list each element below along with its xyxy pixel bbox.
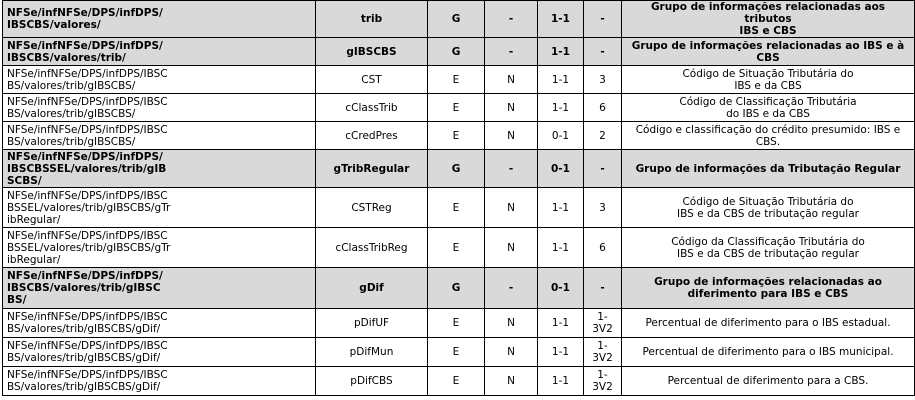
xpath-cell-line: IBSCBS/valores/trib/gIBSC [7,282,161,294]
xpath-cell-line: ibRegular/ [7,253,61,266]
element-type-cell: G [428,150,485,188]
xpath-cell-line: BS/ [7,294,27,306]
element-type-cell: E [428,188,485,228]
field-name-cell: trib [316,1,428,38]
xpath-cell [3,268,316,309]
element-type-cell: E [428,122,485,150]
field-name-cell: pDifCBS [316,367,428,396]
occurrence-cell: 1-1 [538,228,584,268]
xpath-cell [3,228,316,268]
description-cell-line: Grupo de informações da Tributação Regular [635,162,901,175]
xpath-cell-line: NFSe/infNFSe/DPS/infDPS/ [7,270,163,282]
field-name-cell: gIBSCBS [316,38,428,66]
description-cell [622,1,915,38]
element-type-cell: G [428,268,485,309]
occurrence-cell: 1-1 [538,1,584,38]
occurrence-cell: 1-1 [538,367,584,396]
parent-cell: N [485,367,538,396]
parent-cell: - [485,150,538,188]
xpath-cell-line: NFSe/infNFSe/DPS/infDPS/IBSC [7,340,168,352]
group-row [3,38,915,66]
xpath-cell-line: BS/valores/trib/gIBSCBS/ [7,135,136,148]
description-cell-line: do IBS e da CBS [726,107,810,120]
description-cell-line: IBS e CBS [739,25,797,37]
description-cell-line: diferimento para IBS e CBS [687,288,849,300]
parent-cell: N [485,66,538,94]
description-cell [622,268,915,309]
element-type-cell: E [428,228,485,268]
field-name-cell: pDifUF [316,309,428,338]
size-cell: - [584,1,622,38]
parent-cell: N [485,188,538,228]
xpath-cell-line: BS/valores/trib/gIBSCBS/gDif/ [7,381,161,393]
table-row [3,338,915,367]
xpath-cell-line: BS/valores/trib/gIBSCBS/gDif/ [7,323,161,335]
table-row [3,228,915,268]
field-name-cell: gTribRegular [316,150,428,188]
xpath-cell [3,1,316,38]
description-cell [622,150,915,188]
element-type-cell: E [428,338,485,367]
xpath-cell [3,94,316,122]
xpath-cell-line: NFSe/infNFSe/DPS/infDPS/IBSC [7,123,168,136]
element-type-cell: G [428,38,485,66]
description-cell-line: Grupo de informações relacionadas aos tributos [650,1,886,25]
description-cell [622,66,915,94]
size-cell-line: 1- [597,311,608,323]
parent-cell: - [485,1,538,38]
description-cell-line: CBS [756,51,780,64]
size-cell: 3 [584,66,622,94]
xpath-cell [3,367,316,396]
xpath-cell-line: NFSe/infNFSe/DPS/infDPS/ [7,39,163,52]
occurrence-cell: 0-1 [538,122,584,150]
parent-cell: - [485,38,538,66]
xpath-cell-line: SCBS/ [7,174,42,187]
size-cell: 3 [584,188,622,228]
description-cell [622,228,915,268]
xpath-cell-line: NFSe/infNFSe/DPS/infDPS/IBSC [7,95,168,108]
field-name-cell: pDifMun [316,338,428,367]
field-name-cell: CSTReg [316,188,428,228]
xpath-cell-line: NFSe/infNFSe/DPS/infDPS/ [7,7,163,19]
description-cell-line: IBS e da CBS de tributação regular [677,207,859,220]
element-type-cell: E [428,66,485,94]
description-cell-line: Percentual de diferimento para a CBS. [667,375,869,387]
xpath-cell-line: BSSEL/valores/trib/gIBSCBS/gTr [7,241,171,254]
xpath-cell-line: NFSe/infNFSe/DPS/infDPS/IBSC [7,229,168,242]
xpath-cell-line: IBSCBS/valores/trib/ [7,51,126,64]
parent-cell: N [485,122,538,150]
description-cell [622,38,915,66]
field-name-cell: gDif [316,268,428,309]
description-cell-line: Código e classificação do crédito presumido: IBS e [635,123,901,136]
xpath-cell-line: NFSe/infNFSe/DPS/infDPS/IBSC [7,311,168,323]
description-cell-line: Código de Situação Tributária do [682,195,854,208]
table-row [3,188,915,228]
occurrence-cell: 1-1 [538,38,584,66]
description-cell-line: Percentual de diferimento para o IBS municipal. [642,346,894,358]
element-type-cell: E [428,367,485,396]
size-cell: - [584,268,622,309]
description-cell-line: IBS e da CBS [734,79,802,92]
field-name-cell: CST [316,66,428,94]
parent-cell: N [485,94,538,122]
size-cell [584,338,622,367]
xpath-cell [3,188,316,228]
table-row [3,66,915,94]
occurrence-cell: 1-1 [538,94,584,122]
size-cell: 6 [584,94,622,122]
xpath-cell-line: NFSe/infNFSe/DPS/infDPS/IBSC [7,369,168,381]
description-cell-line: Grupo de informações relacionadas ao IBS e à [631,39,905,52]
xpath-cell [3,338,316,367]
size-cell-line: 3V2 [592,381,613,393]
size-cell: - [584,38,622,66]
xpath-cell-line: NFSe/infNFSe/DPS/infDPS/IBSC [7,189,168,202]
parent-cell: N [485,228,538,268]
occurrence-cell: 1-1 [538,66,584,94]
description-cell-line: IBS e da CBS de tributação regular [677,247,859,260]
table-row [3,309,915,338]
size-cell-line: 3V2 [592,352,613,364]
xpath-cell [3,150,316,188]
xpath-cell-line: NFSe/infNFSe/DPS/infDPS/IBSC [7,67,168,80]
description-cell-line: Percentual de diferimento para o IBS estadual. [645,317,891,329]
description-cell-line: Código de Classificação Tributária [679,95,857,108]
size-cell-line: 1- [597,340,608,352]
occurrence-cell: 1-1 [538,309,584,338]
xpath-cell [3,122,316,150]
xpath-cell-line: NFSe/infNFSe/DPS/infDPS/ [7,150,163,163]
size-cell: 2 [584,122,622,150]
size-cell: - [584,150,622,188]
table-row [3,94,915,122]
table-row [3,122,915,150]
description-cell-line: Código da Classificação Tributária do [671,235,865,248]
description-cell-line: Grupo de informações relacionadas ao [654,276,882,288]
description-cell [622,309,915,338]
xpath-cell [3,309,316,338]
description-cell-line: Código de Situação Tributária do [682,67,854,80]
group-row [3,150,915,188]
xpath-cell-line: BSSEL/valores/trib/gIBSCBS/gTr [7,201,171,214]
size-cell: 6 [584,228,622,268]
size-cell [584,309,622,338]
parent-cell: N [485,309,538,338]
element-type-cell: E [428,309,485,338]
spec-table-body [3,1,915,396]
xpath-cell-line: IBSCBS/valores/ [7,19,101,31]
group-row [3,1,915,38]
size-cell [584,367,622,396]
field-name-cell: cCredPres [316,122,428,150]
field-name-cell: cClassTrib [316,94,428,122]
description-cell-line: CBS. [755,135,781,148]
size-cell-line: 1- [597,369,608,381]
size-cell-line: 3V2 [592,323,613,335]
xpath-cell-line: ibRegular/ [7,213,61,226]
occurrence-cell: 0-1 [538,150,584,188]
xpath-cell-line: BS/valores/trib/gIBSCBS/ [7,79,136,92]
occurrence-cell: 1-1 [538,188,584,228]
field-name-cell: cClassTribReg [316,228,428,268]
group-row [3,268,915,309]
occurrence-cell: 0-1 [538,268,584,309]
xpath-cell-line: BS/valores/trib/gIBSCBS/ [7,107,136,120]
description-cell [622,122,915,150]
xpath-cell-line: IBSCBSSEL/valores/trib/gIB [7,162,167,175]
parent-cell: N [485,338,538,367]
element-type-cell: E [428,94,485,122]
description-cell [622,367,915,396]
xpath-cell-line: BS/valores/trib/gIBSCBS/gDif/ [7,352,161,364]
occurrence-cell: 1-1 [538,338,584,367]
element-type-cell: G [428,1,485,38]
description-cell [622,94,915,122]
xpath-cell [3,38,316,66]
xpath-cell [3,66,316,94]
table-row [3,367,915,396]
spec-table [2,0,915,396]
parent-cell: - [485,268,538,309]
description-cell [622,338,915,367]
description-cell [622,188,915,228]
